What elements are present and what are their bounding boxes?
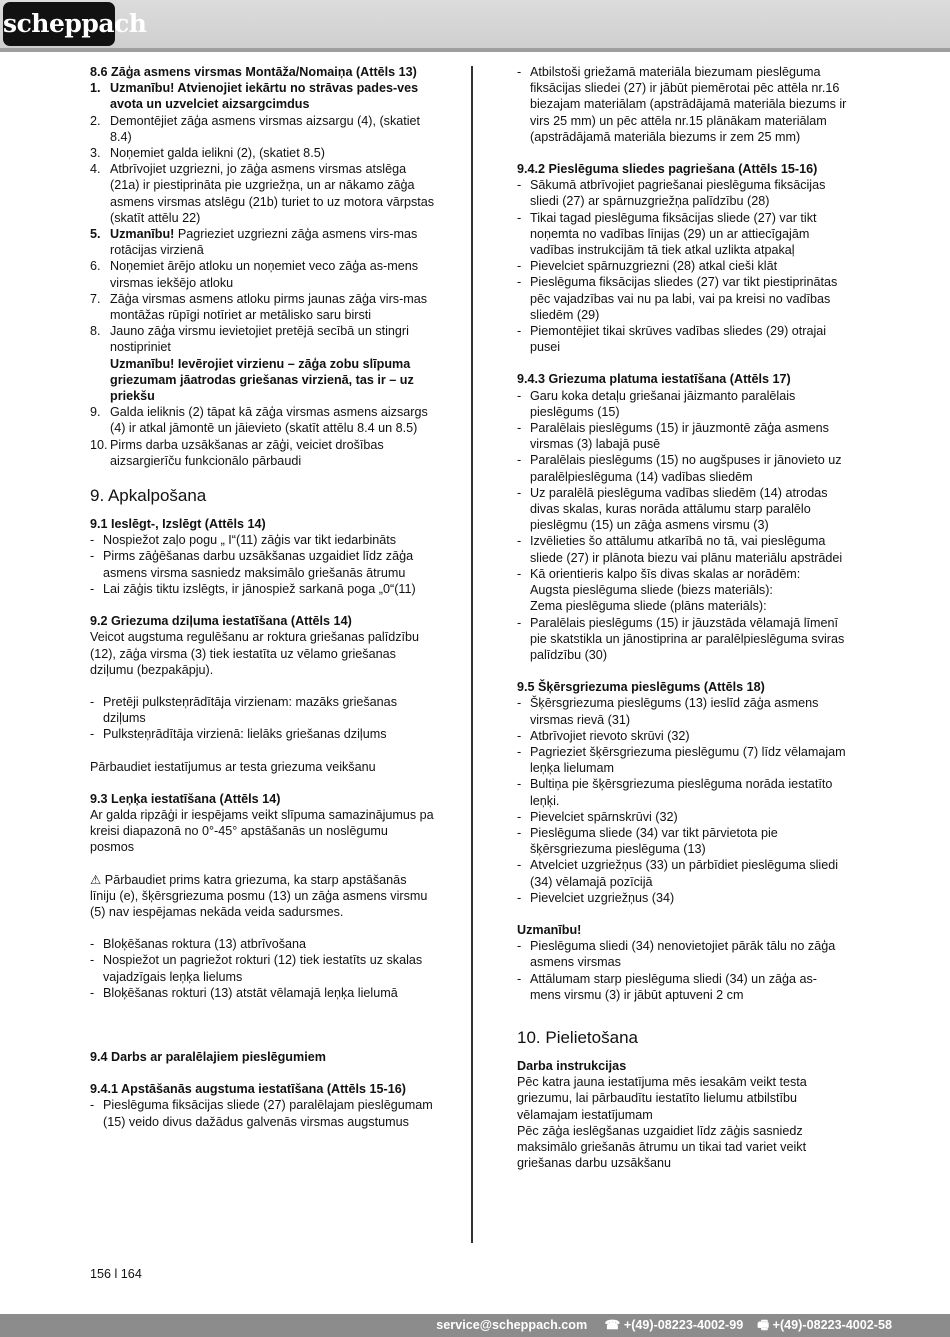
list-item: [517, 388, 847, 420]
section-9-4-3-list: [517, 388, 847, 663]
list-item-text: Kā orientieris kalpo šīs divas skalas ar norādēm: Augsta pieslēguma sliede (biezs materiāls): Zema pieslēguma sliede (plāns materiāls):: [530, 566, 801, 614]
item-number: 10.: [90, 437, 108, 452]
list-item-text: Nospiežot un pagriežot rokturi (12) tiek iestatīts uz skalas vajadzīgais leņķa lielums: [103, 953, 423, 984]
list-item: [517, 420, 847, 452]
section-9-1-list: [90, 532, 435, 597]
list-item-text: Izvēlieties šo attālumu atkarībā no tā, vai pieslēguma sliede (27) ir plānota biezu vai plānu materiālu apstrādei: [530, 534, 843, 565]
item-text: Uzmanību! Atvienojiet iekārtu no strāvas pades-ves avota un uzvelciet aizsargcimdus: [110, 81, 419, 112]
section-9-4-1-title: 9.4.1 Apstāšanās augstuma iestatīšana (Attēls 15-16): [90, 1082, 406, 1097]
list-item: [90, 581, 435, 597]
numbered-item: [90, 291, 435, 323]
bullet-dash: -: [517, 890, 522, 905]
item-text-wrap: [110, 226, 435, 258]
list-item-text: Atbilstoši griežamā materiāla biezumam pieslēguma fiksācijas sliedei (27) ir jābūt piemērotai pēc attēla nr.16 biezajam materiālam (apstrādājamā materiāla biezums ir virs 25 mm) un pēc attēla nr.15 plānākam materiālam (apstrādājamā materiāla biezums ir zem 25 mm): [530, 65, 847, 144]
page-number: 156 l 164: [90, 1267, 142, 1281]
page-header: [0, 0, 950, 52]
bullet-dash: -: [517, 259, 522, 274]
bullet-dash: -: [517, 939, 522, 954]
numbered-item: [90, 323, 435, 404]
list-item: [517, 890, 847, 906]
item-number: 6.: [90, 259, 101, 274]
item-number: 1.: [90, 81, 101, 96]
list-item: [517, 258, 847, 274]
list-item-text: Bloķēšanas roktura (13) atbrīvošana: [103, 937, 307, 952]
list-item: [90, 985, 435, 1001]
contact-info: [436, 1314, 892, 1337]
numbered-item: [90, 226, 435, 258]
section-9-5-list: [517, 695, 847, 906]
list-item: [517, 64, 847, 145]
item-number: 9.: [90, 405, 101, 420]
bullet-dash: -: [517, 777, 522, 792]
item-lead: Uzmanību!: [110, 227, 175, 242]
list-item: [517, 971, 847, 1003]
list-item: [517, 728, 847, 744]
item-text-wrap: [110, 291, 435, 323]
item-text: Noņemiet ārējo atloku un noņemiet veco zāģa as-mens virsmas iekšējo atloku: [110, 259, 419, 290]
list-item-text: Nospiežot zaļo pogu „ I“(11) zāģis var tikt iedarbināts: [103, 533, 397, 548]
list-item-text: Pagrieziet šķērsgriezuma pieslēgumu (7) līdz vēlamajam leņķa lielumam: [530, 744, 846, 776]
bullet-dash: -: [517, 65, 522, 79]
section-9-2-title: 9.2 Griezuma dziļuma iestatīšana (Attēls 14): [90, 614, 352, 629]
item-text: Zāģa virsmas asmens atloku pirms jaunas zāģa virs-mas montāžas rūpīgi notīriet ar metālisko saru birsti: [110, 291, 428, 323]
page-footer: [0, 1314, 950, 1337]
item-number: 2.: [90, 113, 101, 128]
bullet-dash: -: [517, 971, 522, 986]
bullet-dash: -: [517, 825, 522, 840]
section-9-3-list: [90, 936, 435, 1001]
list-item-text: Pieslēguma sliedi (34) nenovietojiet pārāk tālu no zāģa asmens virsmas: [530, 939, 836, 970]
brand-logo: scheppach: [3, 2, 115, 46]
list-item-text: Piemontējiet tikai skrūves vadības sliedes (29) otrajai pusei: [530, 324, 827, 355]
list-item-text: Paralēlais pieslēgums (15) no augšpuses ir jānovieto uz paralēlpieslēguma (14) vadības sliedēm: [530, 453, 842, 484]
item-text: Pirms darba uzsākšanas ar zāģi, veiciet drošības aizsargierīču funkcionālo pārbaudi: [110, 437, 384, 468]
list-item: [90, 726, 435, 742]
section-9-2-list: [90, 694, 435, 743]
bullet-dash: -: [517, 615, 522, 630]
list-item: [517, 744, 847, 776]
numbered-item: [90, 80, 435, 112]
bullet-dash: -: [517, 324, 522, 339]
list-item-text: Pirms zāģēšanas darbu uzsākšanas uzgaidiet līdz zāģa asmens virsma sasniedz maksimālo griešanās ātrumu: [103, 549, 414, 580]
numbered-item: [90, 145, 435, 161]
list-item: [517, 452, 847, 484]
bullet-dash: -: [517, 534, 522, 549]
list-item: [517, 485, 847, 534]
numbered-item: [90, 258, 435, 290]
section-9-4-1-continued-list: [517, 64, 847, 145]
list-item-text: Atbrīvojiet rievoto skrūvi (32): [530, 728, 690, 743]
bullet-dash: -: [90, 953, 95, 968]
bullet-dash: -: [517, 728, 522, 743]
item-number: 3.: [90, 146, 101, 161]
item-text: Atbrīvojiet uzgriezni, jo zāģa asmens virsmas atslēga (21a) ir piestiprināta pie uzgriežņa, un ar nākamo zāģa asmens virsmas atslēgu (21b) turiet to uz motora vārpstas (skatīt attēlu 22): [110, 162, 435, 225]
list-item-text: Attālumam starp pieslēguma sliedi (34) un zāģa as-mens virsmu (3) ir jābūt aptuveni 2 cm: [530, 971, 817, 1002]
bullet-dash: -: [90, 727, 95, 742]
list-item-text: Pieslēguma sliede (34) var tikt pārvietota pie šķērsgriezuma pieslēguma (13): [530, 825, 778, 857]
section-9-4-2-title: 9.4.2 Pieslēguma sliedes pagriešana (Attēls 15-16): [517, 162, 818, 177]
list-item: [517, 695, 847, 727]
item-text-wrap: [110, 323, 435, 404]
section-9-4-title: 9.4 Darbs ar paralēlajiem pieslēgumiem: [90, 1049, 326, 1064]
bullet-dash: -: [90, 694, 95, 709]
list-item-text: Šķērsgriezuma pieslēgums (13) ieslīd zāģa asmens virsmas rievā (31): [530, 696, 819, 727]
work-instructions-p2: Pēc zāģa ieslēgšanas uzgaidiet līdz zāģis sasniedz maksimālo griešanās ātrumu un tikai tad variet veikt griešanas darbu uzsākšanu: [517, 1123, 807, 1171]
bullet-dash: -: [90, 985, 95, 1000]
list-item-text: Atvelciet uzgriežņus (33) un pārbīdiet pieslēguma sliedi (34) vēlamajā pozīcijā: [530, 858, 839, 889]
list-item-text: Pieslēguma fiksācijas sliedes (27) var tikt piestiprinātas pēc vajadzības vai nu pa labi, vai pa kreisi no vadības sliedēm (29): [530, 275, 838, 322]
list-item-text: Pievelciet spārnuzgriezni (28) atkal cieši klāt: [530, 259, 778, 274]
list-item: [517, 210, 847, 259]
column-divider: [471, 66, 473, 1243]
list-item: [90, 532, 435, 548]
phone-number: ☎ +(49)-08223-4002-99: [604, 1318, 744, 1332]
numbered-item: [90, 161, 435, 226]
item-number: 7.: [90, 291, 101, 306]
list-item-text: Pieslēguma fiksācijas sliede (27) paralēlajam pieslēgumam (15) veido divus dažādus galvenās virsmas augstumus: [103, 1098, 433, 1129]
section-10-title: 10. Pielietošana: [517, 1027, 638, 1047]
attention-title: Uzmanību!: [517, 922, 582, 937]
work-instructions-p1: Pēc katra jauna iestatījuma mēs iesakām veikt testa griezumu, lai pārbaudītu iestatīto lielumu atbilstību vēlamajam iestatījumam: [517, 1075, 807, 1122]
list-item: [90, 936, 435, 952]
list-item: [517, 323, 847, 355]
list-item-text: Pievelciet uzgriežņus (34): [530, 890, 675, 905]
list-item-text: Pulksteņrādītāja virzienā: lielāks griešanas dziļums: [103, 727, 387, 742]
section-9-title: 9. Apkalpošana: [90, 486, 207, 506]
item-text: Pagrieziet uzgriezni zāģa asmens virs-mas rotācijas virzienā: [110, 227, 418, 258]
list-item-text: Paralēlais pieslēgums (15) ir jāuzmontē zāģa asmens virsmas (3) labajā pusē: [530, 421, 829, 452]
list-item-text: Pievelciet spārnskrūvi (32): [530, 809, 678, 824]
list-item: [517, 615, 847, 664]
bullet-dash: -: [517, 210, 522, 225]
list-item-text: Pretēji pulksteņrādītāja virzienam: mazāks griešanas dziļums: [103, 694, 397, 726]
section-9-4-3-title: 9.4.3 Griezuma platuma iestatīšana (Attēls 17): [517, 372, 791, 387]
bullet-dash: -: [517, 809, 522, 824]
list-item-text: Lai zāģis tiktu izslēgts, ir jānospiež sarkanā poga „0“(11): [103, 581, 416, 596]
bullet-dash: -: [90, 937, 95, 952]
item-number: 4.: [90, 162, 101, 177]
section-8-6-title: 8.6 Zāģa asmens virsmas Montāža/Nomaiņa (Attēls 13): [90, 65, 417, 79]
bullet-dash: -: [517, 275, 522, 290]
work-instructions-title: Darba instrukcijas: [517, 1058, 627, 1073]
list-item-text: Bultiņa pie šķērsgriezuma pieslēguma norāda iestatīto leņķi.: [530, 777, 833, 808]
item-text-wrap: [110, 145, 435, 161]
bullet-dash: -: [517, 566, 522, 581]
section-9-3-title: 9.3 Leņķa iestatīšana (Attēls 14): [90, 791, 281, 806]
list-item: [90, 952, 435, 984]
list-item: [517, 533, 847, 565]
bullet-dash: -: [517, 421, 522, 436]
bullet-dash: -: [517, 744, 522, 759]
bullet-dash: -: [517, 388, 522, 403]
attention-list: [517, 938, 847, 1003]
list-item: [517, 938, 847, 970]
bullet-dash: -: [517, 696, 522, 711]
list-item: [517, 776, 847, 808]
list-item: [517, 825, 847, 857]
list-item-text: Garu koka detaļu griešanai jāizmanto paralēlais pieslēgums (15): [530, 388, 796, 419]
bullet-dash: -: [90, 533, 95, 548]
item-extra-warning: Uzmanību! Ievērojiet virzienu – zāģa zobu slīpuma griezumam jāatrodas griešanas virzienā, tas ir – uz priekšu: [110, 356, 414, 404]
bullet-dash: -: [90, 1098, 95, 1113]
section-9-3-warning: ⚠ Pārbaudiet prims katra griezuma, ka starp apstāšanās līniju (e), šķērsgriezuma posmu (13) un zāģa asmens virsmu (5) nav iespējamas nekāda veida sadursmes.: [90, 872, 428, 919]
section-9-5-title: 9.5 Šķērsgriezuma pieslēgums (Attēls 18): [517, 680, 765, 695]
list-item: [517, 809, 847, 825]
item-number: 8.: [90, 324, 101, 339]
service-email: service@scheppach.com: [436, 1318, 588, 1332]
list-item: [90, 548, 435, 580]
list-item-text: Bloķēšanas rokturi (13) atstāt vēlamajā leņķa lielumā: [103, 985, 398, 1000]
numbered-item: [90, 404, 435, 436]
item-text-wrap: [110, 80, 435, 112]
bullet-dash: -: [517, 453, 522, 468]
left-column: [90, 64, 435, 1130]
section-9-3-text: Ar galda ripzāģi ir iespējams veikt slīpuma samazinājumus pa kreisi diapazonā no 0°-45° apstāšanās un noslēgumu posmos: [90, 807, 434, 855]
list-item: [517, 566, 847, 615]
right-column: [517, 64, 847, 1171]
section-9-2-text: Veicot augstuma regulēšanu ar roktura griešanas palīdzību (12), zāģa virsma (3) tiek iestatīta uz vēlamo griešanas dziļumu (bezpakāpju).: [90, 630, 420, 677]
bullet-dash: -: [517, 178, 522, 193]
list-item: [90, 1097, 435, 1129]
section-9-4-1-list: [90, 1097, 435, 1129]
section-9-4-2-list: [517, 177, 847, 355]
numbered-item: [90, 437, 435, 469]
item-text-wrap: [110, 113, 435, 145]
item-text: Jauno zāģa virsmu ievietojiet pretējā secībā un stingri nostipriniet: [110, 324, 409, 355]
item-text: Demontējiet zāģa asmens virsmas aizsargu (4), (skatiet 8.4): [110, 113, 421, 144]
item-text-wrap: [110, 437, 435, 469]
item-number: 5.: [90, 227, 101, 242]
list-item-text: Tikai tagad pieslēguma fiksācijas sliede (27) var tikt noņemta no vadības līnijas (29) un ar attiecīgajām vadības instrukcijām tā tiek atkal uzlikta atpakaļ: [530, 210, 817, 258]
section-9-2-check: Pārbaudiet iestatījumus ar testa griezuma veikšanu: [90, 759, 376, 774]
list-item-text: Sākumā atbrīvojiet pagriešanai pieslēguma fiksācijas sliedi (27) ar spārnuzgriežņa palīdzību (28): [530, 178, 826, 209]
list-item: [517, 274, 847, 323]
list-item: [517, 177, 847, 209]
list-item-text: Uz paralēlā pieslēguma vadības sliedēm (14) atrodas divas skalas, kuras norāda attālumu starp paralēlo pieslēgmu (15) un zāģa asmens virsmu (3): [530, 485, 828, 533]
section-9-1-title: 9.1 Ieslēgt-, Izslēgt (Attēls 14): [90, 517, 266, 532]
item-text: Galda ieliknis (2) tāpat kā zāģa virsmas asmens aizsargs (4) ir atkal jāmontē un jāievieto (skatīt attēlu 8.4 un 8.5): [110, 405, 428, 436]
item-text-wrap: [110, 404, 435, 436]
item-text-wrap: [110, 258, 435, 290]
fax-number: 🖷 +(49)-08223-4002-58: [757, 1318, 892, 1332]
numbered-item: [90, 113, 435, 145]
section-8-6-list: [90, 80, 435, 469]
bullet-dash: -: [517, 485, 522, 500]
list-item: [517, 857, 847, 889]
list-item: [90, 694, 435, 726]
bullet-dash: -: [90, 549, 95, 564]
item-text-wrap: [110, 161, 435, 226]
bullet-dash: -: [90, 581, 95, 596]
list-item-text: Paralēlais pieslēgums (15) ir jāuzstāda vēlamajā līmenī pie skatstikla un jānostiprina ar paralēlpieslēguma sviras palīdzību (30): [530, 615, 845, 662]
item-text: Noņemiet galda ielikni (2), (skatiet 8.5): [110, 146, 325, 161]
bullet-dash: -: [517, 858, 522, 873]
